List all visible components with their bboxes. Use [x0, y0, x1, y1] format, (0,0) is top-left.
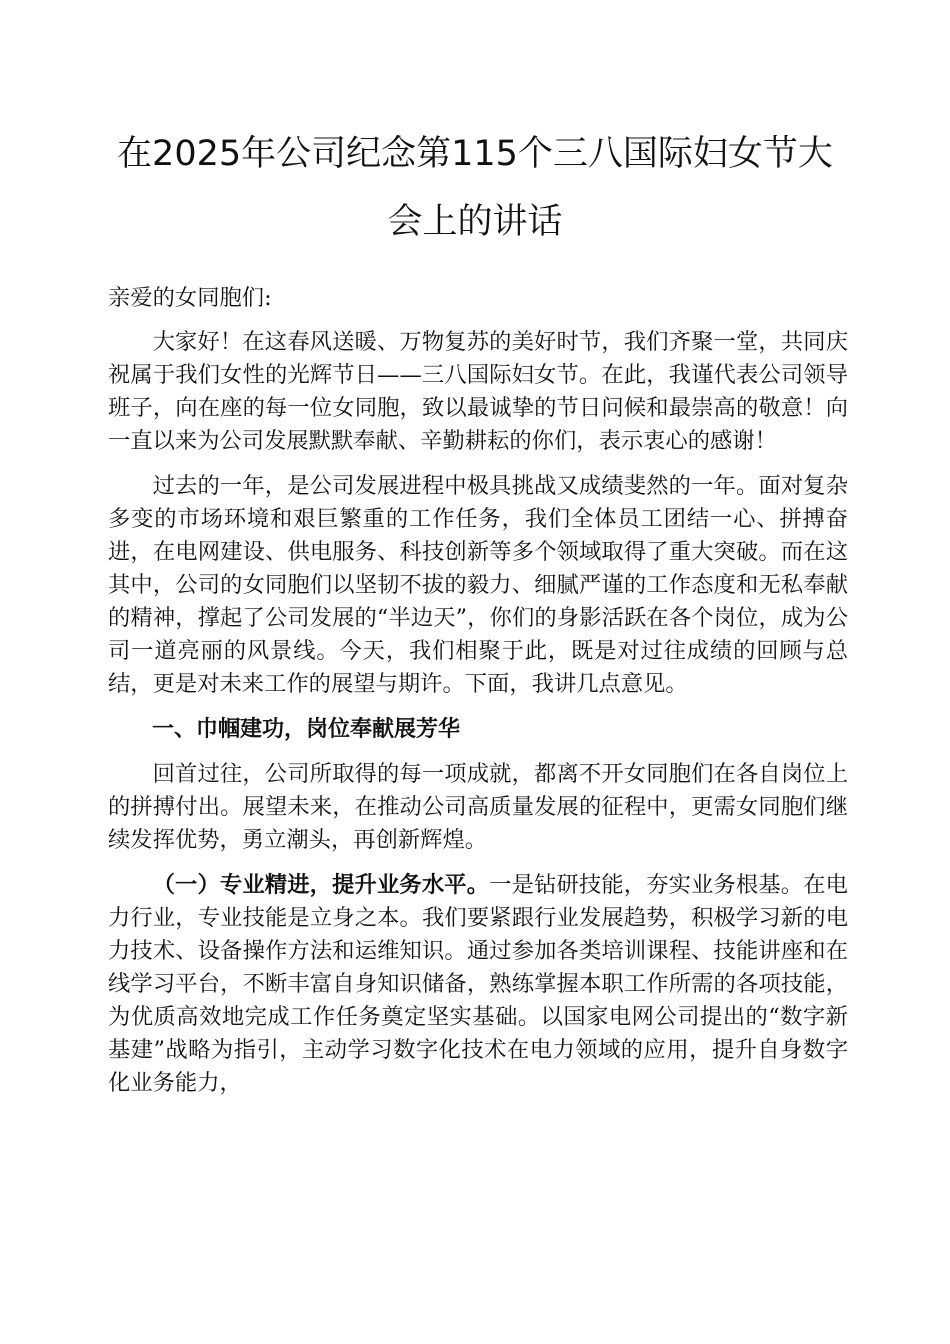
paragraph-subsection-1: [108, 869, 848, 1100]
paragraph-review: 过去的一年，是公司发展进程中极具挑战又成绩斐然的一年。面对复杂多变的市场环境和艰巨繁重的工作任务，我们全体员工团结一心、拼搏奋进，在电网建设、供电服务、科技创新等多个领域取得了重大突破。而在这其中，公司的女同胞们以坚韧不拔的毅力、细腻严谨的工作态度和无私奉献的精神，撑起了公司发展的“半边天”，你们的身影活跃在各个岗位，成为公司一道亮丽的风景线。今天，我们相聚于此，既是对过往成绩的回顾与总结，更是对未来工作的展望与期许。下面，我讲几点意见。: [108, 473, 848, 697]
document-body: [108, 282, 848, 1112]
paragraph-section-intro: 回首过往，公司所取得的每一项成就，都离不开女同胞们在各自岗位上的拼搏付出。展望未来，在推动公司高质量发展的征程中，更需女同胞们继续发挥优势，勇立潮头，再创新辉煌。: [108, 761, 848, 853]
subsection-lead: （一）专业精进，提升业务水平。: [152, 872, 490, 898]
greeting: 亲爱的女同胞们:: [108, 285, 272, 311]
document-title-line-2: 会上的讲话: [387, 202, 563, 242]
paragraph-opening: 大家好！在这春风送暖、万物复苏的美好时节，我们齐聚一堂，共同庆祝属于我们女性的光辉节日——三八国际妇女节。在此，我谨代表公司领导班子，向在座的每一位女同胞，致以最诚挚的节日问候和最崇高的敬意！向一直以来为公司发展默默奉献、辛勤耕耘的你们，表示衷心的感谢！: [108, 329, 848, 454]
subsection-text: 一是钻研技能，夯实业务根基。在电力行业，专业技能是立身之本。我们要紧跟行业发展趋势，积极学习新的电力技术、设备操作方法和运维知识。通过参加各类培训课程、技能讲座和在线学习平台，不断丰富自身知识储备，熟练掌握本职工作所需的各项技能，为优质高效地完成工作任务奠定坚实基础。以国家电网公司提出的“数字新基建”战略为指引，主动学习数字化技术在电力领域的应用，提升自身数字化业务能力，: [108, 872, 848, 1096]
document-title-line-1: 在2025年公司纪念第115个三八国际妇女节大: [117, 134, 833, 174]
section-heading-1: 一、巾帼建功，岗位奉献展芳华: [152, 717, 461, 742]
